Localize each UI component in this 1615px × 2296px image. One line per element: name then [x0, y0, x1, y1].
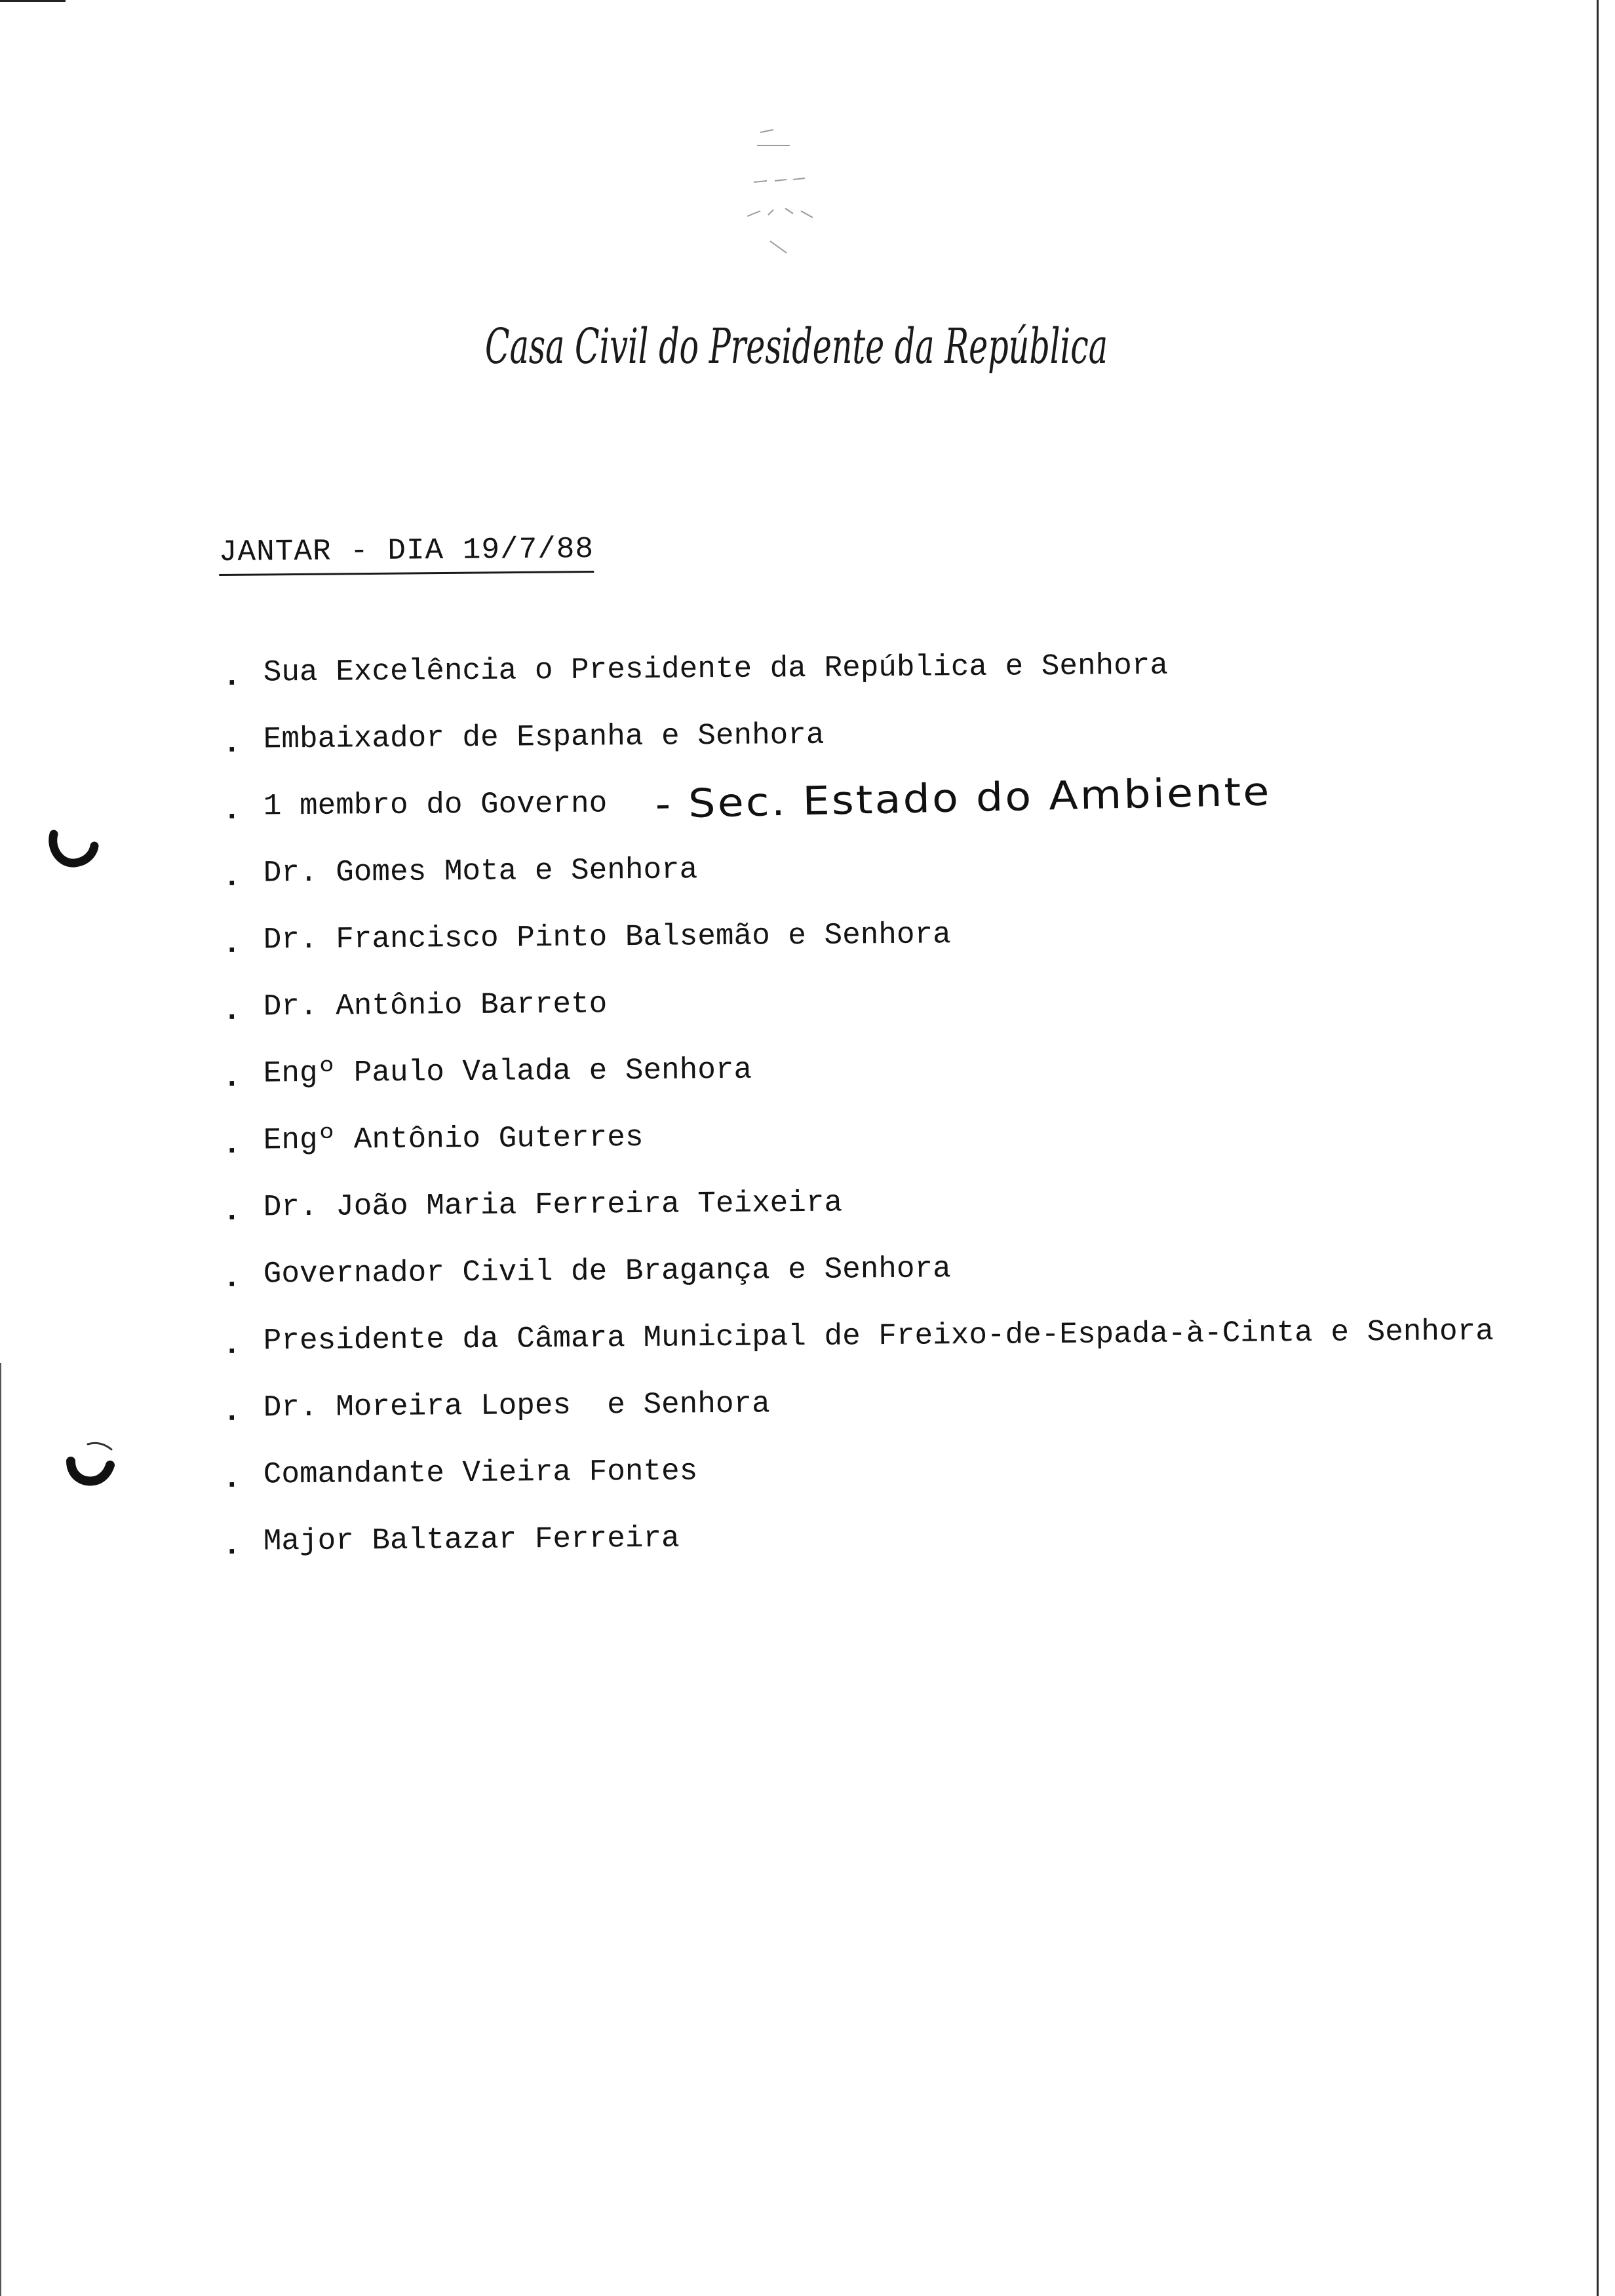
punch-hole-icon	[45, 816, 100, 871]
list-item	[223, 912, 1600, 989]
handwritten-annotation	[654, 769, 1285, 833]
list-item	[223, 1179, 1600, 1257]
bullet-icon: .	[222, 1127, 241, 1162]
guest-name: Dr. Antônio Barreto	[263, 987, 608, 1024]
guest-name: Dr. Gomes Mota e Senhora	[263, 852, 698, 890]
punch-hole-icon	[62, 1435, 121, 1490]
list-item	[223, 845, 1600, 923]
bullet-icon: .	[222, 1394, 241, 1429]
letterhead	[485, 309, 1114, 381]
guest-name: Presidente da Câmara Municipal de Freixo-de-Espada-à-Cinta e Senhora	[263, 1314, 1494, 1358]
bullet-icon: .	[222, 1060, 241, 1095]
bullet-icon: .	[222, 927, 241, 961]
list-item	[223, 1447, 1600, 1524]
guest-name: Engº Paulo Valada e Senhora	[263, 1052, 752, 1091]
list-item	[223, 979, 1600, 1056]
bullet-icon: .	[222, 1528, 241, 1563]
guest-name: Governador Civil de Bragança e Senhora	[263, 1252, 951, 1292]
guest-name: Dr. João Maria Ferreira Teixeira	[263, 1185, 843, 1225]
guest-name: Dr. Francisco Pinto Balsemão e Senhora	[263, 917, 951, 957]
coat-of-arms-icon	[728, 124, 859, 269]
list-item	[223, 1313, 1600, 1390]
guest-name: Embaixador de Espanha e Senhora	[263, 718, 825, 757]
list-item	[223, 1113, 1600, 1190]
guest-name: Major Baltazar Ferreira	[263, 1521, 680, 1559]
guest-name: 1 membro do Governo	[263, 786, 608, 824]
list-item	[223, 1514, 1600, 1591]
guest-name: Engº Antônio Guterres	[263, 1120, 644, 1158]
list-item	[223, 1046, 1600, 1123]
bullet-icon: .	[222, 659, 241, 694]
guest-name: Sua Excelência o Presidente da República e Senhora	[263, 648, 1169, 690]
scan-edge-line	[0, 1363, 1, 2296]
bullet-icon: .	[222, 1194, 241, 1229]
bullet-icon: .	[222, 860, 241, 894]
bullet-icon: .	[222, 993, 241, 1028]
scan-edge-line	[0, 0, 66, 2]
bullet-icon: .	[222, 726, 241, 761]
page-title: JANTAR - DIA 19/7/88	[219, 534, 594, 576]
list-item	[223, 645, 1600, 722]
letterhead-text: Casa Civil do Presidente da República	[485, 318, 1108, 375]
list-item	[223, 1380, 1600, 1457]
guest-name: Comandante Vieira Fontes	[263, 1454, 698, 1492]
bullet-icon: .	[222, 1461, 241, 1496]
bullet-icon: .	[222, 1328, 241, 1362]
bullet-icon: .	[222, 1261, 241, 1295]
list-item	[223, 1246, 1600, 1324]
guest-name: Dr. Moreira Lopes e Senhora	[263, 1387, 770, 1425]
handwritten-note-text: - Sec. Estado do Ambiente	[654, 769, 1225, 828]
bullet-icon: .	[222, 793, 241, 828]
